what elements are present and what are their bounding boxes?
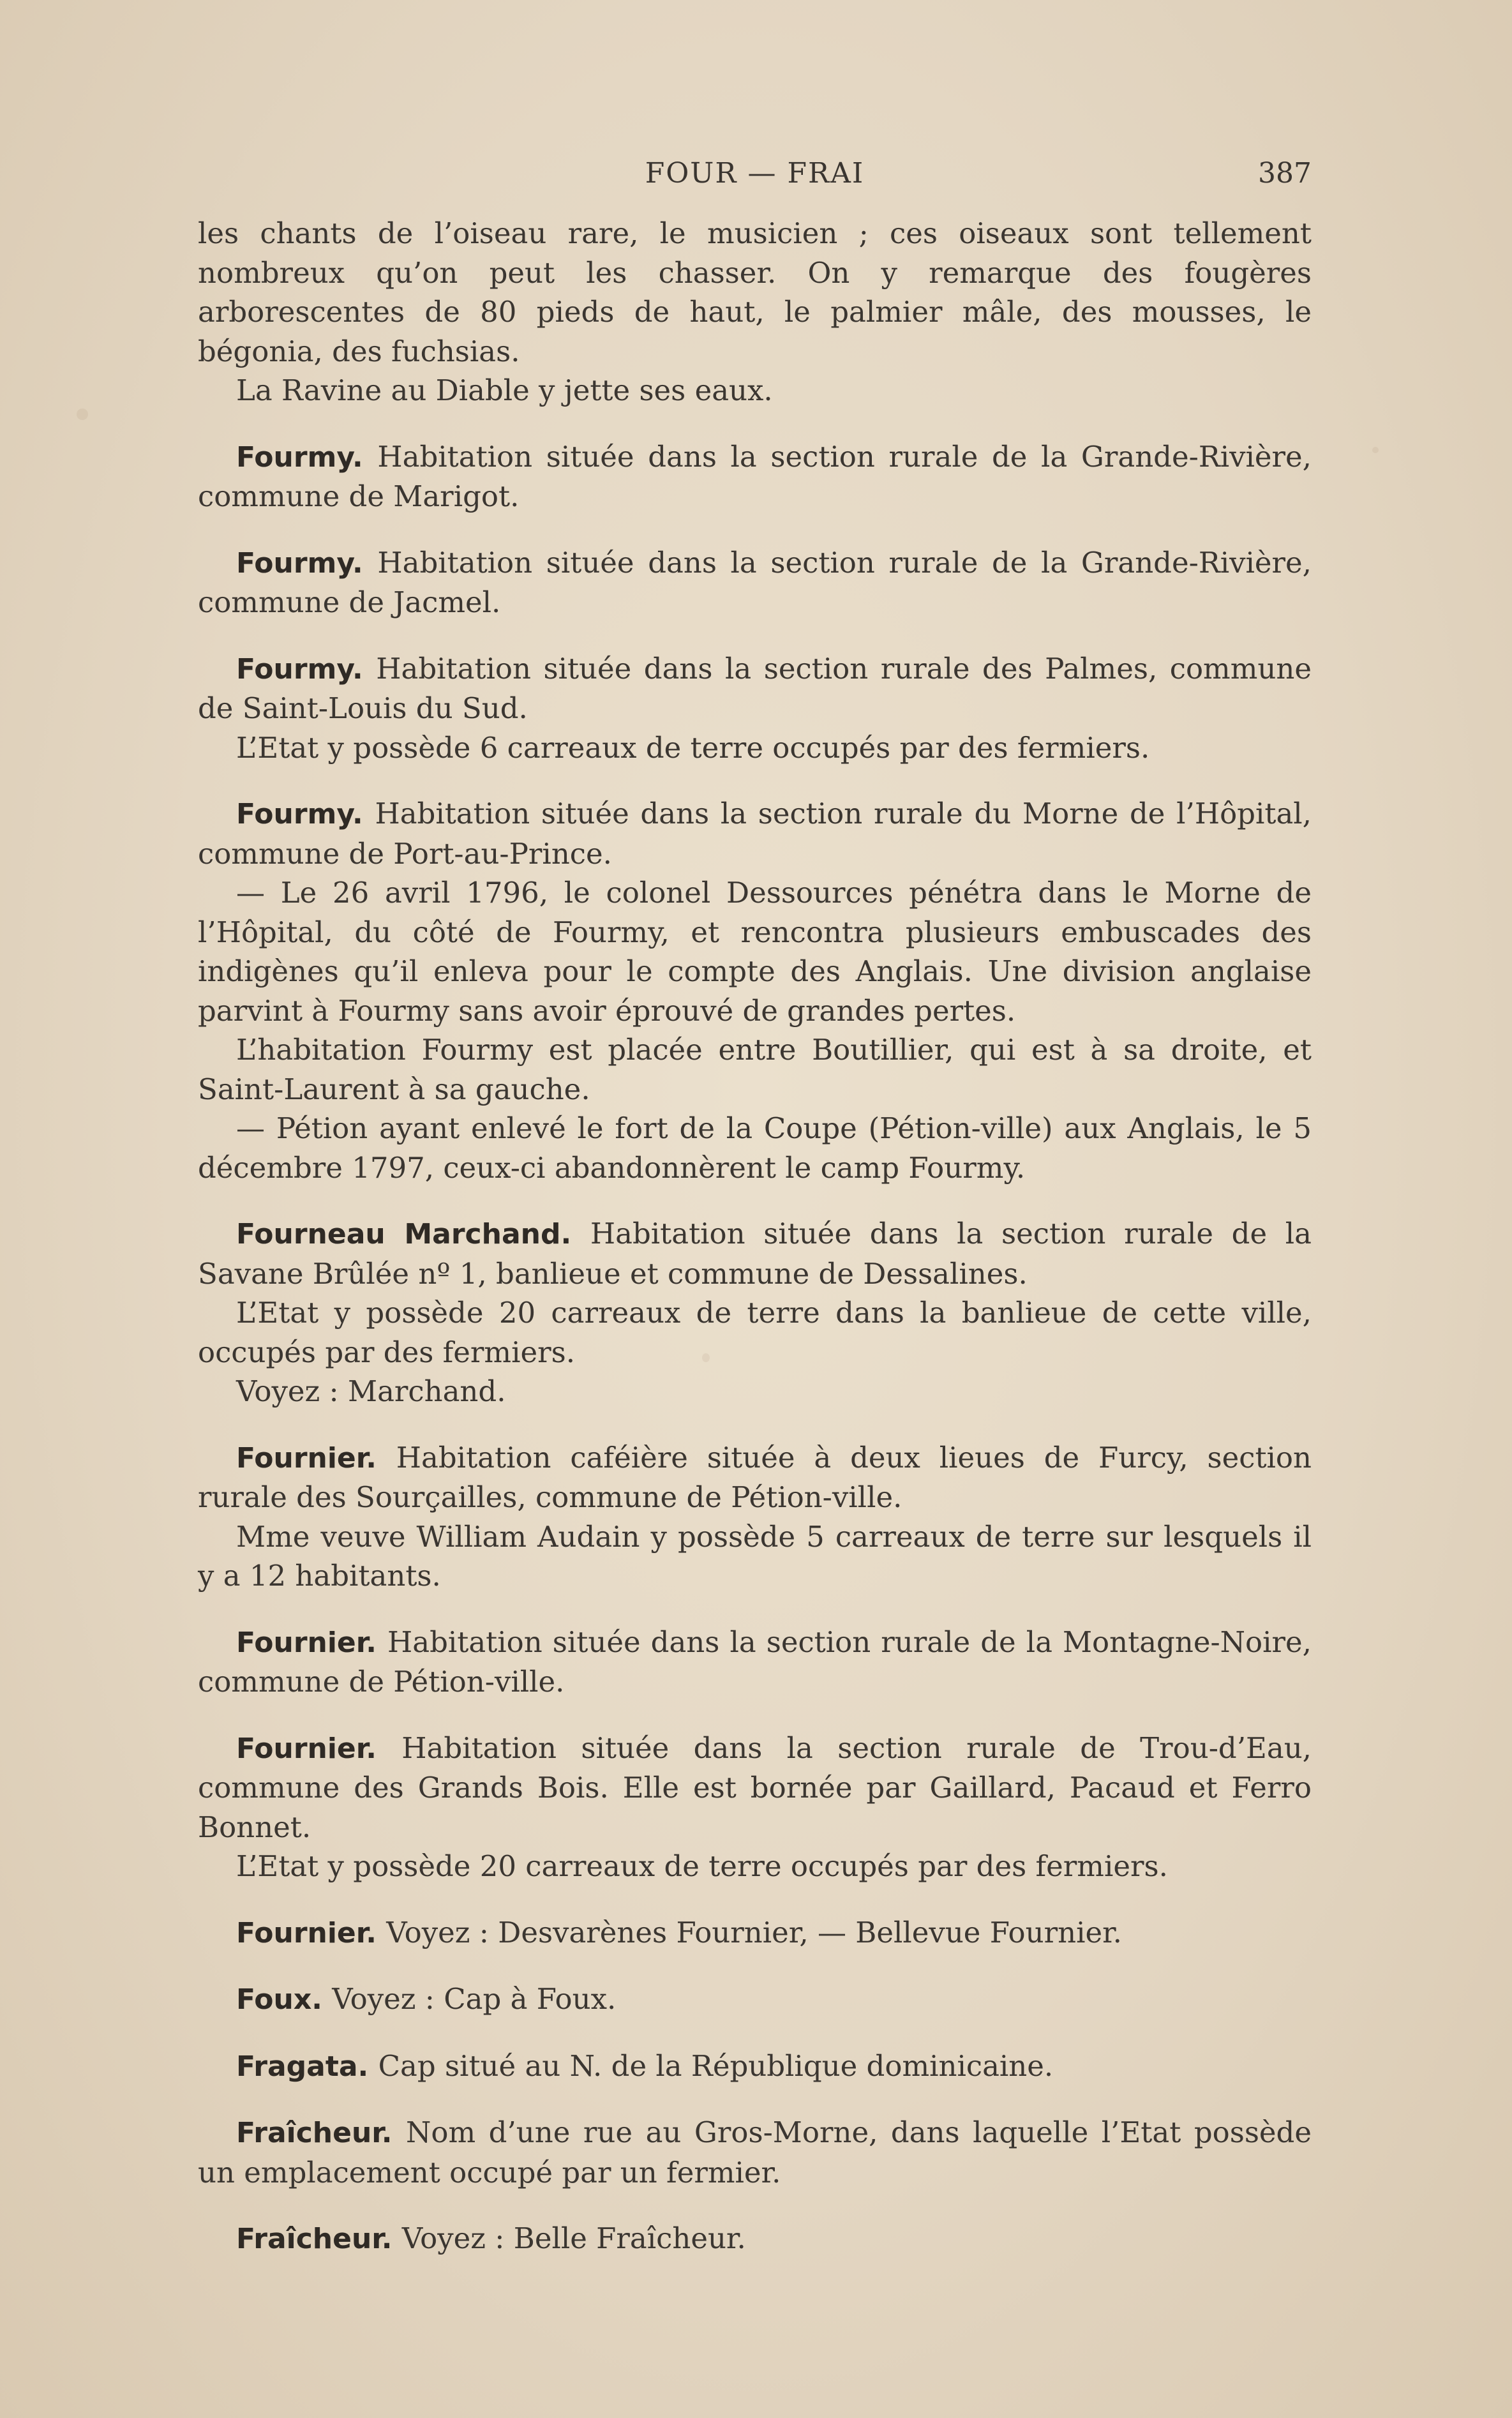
- entry-headword: Fournier: [236, 1732, 366, 1765]
- dictionary-entry: Fourmy. Habitation située dans la section rurale de la Grande-Rivière, commune de Jacmel.: [198, 545, 1312, 619]
- dictionary-entry: Fourmy. Habitation située dans la section rurale du Morne de l’Hôpital, commune de Port-au-Prince. — Le 26 avril 1796, le colonel Dessources pénétra dans le Morne de l’Hôpital, du côté de Fourmy, et rencontra plusieurs embuscades des indigènes qu’il enleva pour le compte des Anglais. Une division anglaise parvint à Fourmy sans avoir éprouvé de grandes pertes. L’habitation Fourmy est placée entre Boutillier, qui est à sa droite, et Saint-Laurent à sa gauche. — Pétion ayant enlevé le fort de la Coupe (Pétion-ville) aux Anglais, le 5 décembre 1797, ceux-ci abandonnèrent le camp Fourmy.: [198, 794, 1312, 1187]
- entry-headword: Fourmy: [236, 546, 353, 580]
- entry-text: Voyez : Desvarènes Fournier, — Bellevue Fournier.: [386, 1915, 1122, 1949]
- entry-text: Habitation située dans la section rurale de la Grande-Rivière, commune de Marigot.: [198, 439, 1312, 513]
- dictionary-entry: Fournier. Habitation située dans la section rurale de la Montagne-Noire, commune de Pétion-ville.: [198, 1625, 1312, 1699]
- entry-headword: Fournier: [236, 1626, 366, 1659]
- entry-headword: Foux: [236, 1983, 312, 2016]
- running-title: FOUR — FRAI: [645, 157, 865, 190]
- entry-headword: Fourmy: [236, 440, 353, 474]
- entry-headword: Fournier: [236, 1916, 366, 1949]
- entry-headword: Fraîcheur: [236, 2223, 382, 2255]
- dictionary-entry: Foux. Voyez : Cap à Foux.: [236, 1982, 617, 2016]
- entry-headword: Fourmy: [236, 652, 353, 686]
- continuation-block: [198, 214, 1312, 410]
- paragraph: les chants de l’oiseau rare, le musicien ; ces oiseaux sont tellement nombreux qu’on peut les chasser. On y remarque des fougères arborescentes de 80 pieds de haut, le palmier mâle, des mousses, le bégonia, des fuchsias.: [198, 216, 1312, 368]
- body-text: [198, 214, 1312, 2259]
- paragraph: Voyez : Marchand.: [236, 1374, 506, 1408]
- entry-text: Nom d’une rue au Gros-Morne, dans laquelle l’Etat possède un emplacement occupé par un fermier.: [198, 2115, 1312, 2189]
- entry-text: Habitation située dans la section rurale de la Grande-Rivière, commune de Jacmel.: [198, 545, 1312, 619]
- entry-text: Habitation caféière située à deux lieues de Furcy, section rurale des Sourçailles, commune de Pétion-ville.: [198, 1440, 1312, 1514]
- entry-text: Voyez : Belle Fraîcheur.: [401, 2221, 746, 2255]
- dictionary-entry: Fournier. Habitation caféière située à deux lieues de Furcy, section rurale des Sourçailles, commune de Pétion-ville. Mme veuve William Audain y possède 5 carreaux de terre sur lesquels il y a 12 habitants.: [198, 1438, 1312, 1596]
- paragraph: La Ravine au Diable y jette ses eaux.: [236, 373, 773, 407]
- dictionary-entry: Fraîcheur. Voyez : Belle Fraîcheur.: [236, 2221, 746, 2255]
- paragraph: L’Etat y possède 6 carreaux de terre occupés par des fermiers.: [236, 730, 1150, 765]
- paragraph: — Pétion ayant enlevé le fort de la Coupe (Pétion-ville) aux Anglais, le 5 décembre 1797, ceux-ci abandonnèrent le camp Fourmy.: [198, 1111, 1312, 1185]
- entry-headword: Fragata: [236, 2050, 358, 2083]
- entry-text: Habitation située dans la section rurale de la Savane Brûlée nº 1, banlieue et commune de Dessalines.: [198, 1217, 1312, 1291]
- dictionary-entry: Fournier. Voyez : Desvarènes Fournier, — Bellevue Fournier.: [236, 1915, 1122, 1949]
- paragraph: Mme veuve William Audain y possède 5 carreaux de terre sur lesquels il y a 12 habitants.: [198, 1519, 1312, 1593]
- paper-spot: [1372, 447, 1379, 453]
- paragraph: L’Etat y possède 20 carreaux de terre occupés par des fermiers.: [236, 1849, 1168, 1883]
- entry-text: Cap situé au N. de la République dominicaine.: [378, 2048, 1054, 2083]
- entry-text: Habitation située dans la section rurale de la Montagne-Noire, commune de Pétion-ville.: [198, 1625, 1312, 1699]
- entry-text: Habitation située dans la section rurale du Morne de l’Hôpital, commune de Port-au-Prince.: [198, 797, 1312, 871]
- page-number: 387: [1258, 157, 1312, 190]
- dictionary-entry: Fourneau Marchand. Habitation située dans la section rurale de la Savane Brûlée nº 1, banlieue et commune de Dessalines. L’Etat y possède 20 carreaux de terre dans la banlieue de cette ville, occupés par des fermiers. Voyez : Marchand.: [198, 1214, 1312, 1411]
- entry-text: Habitation située dans la section rurale de Trou-d’Eau, commune des Grands Bois. Elle est bornée par Gaillard, Pacaud et Ferro Bonnet.: [198, 1731, 1312, 1844]
- dictionary-entry: Fournier. Habitation située dans la section rurale de Trou-d’Eau, commune des Grands Bois. Elle est bornée par Gaillard, Pacaud et Ferro Bonnet. L’Etat y possède 20 carreaux de terre occupés par des fermiers.: [198, 1729, 1312, 1886]
- dictionary-entry: Fraîcheur. Nom d’une rue au Gros-Morne, dans laquelle l’Etat possède un emplacement occupé par un fermier.: [198, 2115, 1312, 2189]
- paragraph: — Le 26 avril 1796, le colonel Dessources pénétra dans le Morne de l’Hôpital, du côté de Fourmy, et rencontra plusieurs embuscades des indigènes qu’il enleva pour le compte des Anglais. Une division anglaise parvint à Fourmy sans avoir éprouvé de grandes pertes.: [198, 876, 1312, 1028]
- paragraph: L’Etat y possède 20 carreaux de terre dans la banlieue de cette ville, occupés par des fermiers.: [198, 1296, 1312, 1369]
- paragraph: L’habitation Fourmy est placée entre Boutillier, qui est à sa droite, et Saint-Laurent à sa gauche.: [198, 1033, 1312, 1106]
- entry-headword: Fraîcheur: [236, 2117, 382, 2149]
- entry-text: Habitation située dans la section rurale des Palmes, commune de Saint-Louis du Sud.: [198, 651, 1312, 725]
- entry-headword: Fourmy: [236, 798, 353, 830]
- dictionary-entry: Fragata. Cap situé au N. de la République dominicaine.: [236, 2048, 1054, 2083]
- paper-spot: [77, 409, 88, 420]
- dictionary-entry: Fourmy. Habitation située dans la section rurale des Palmes, commune de Saint-Louis du Sud. L’Etat y possède 6 carreaux de terre occupés par des fermiers.: [198, 649, 1312, 768]
- entry-headword: Fournier: [236, 1441, 366, 1475]
- running-header: [198, 157, 1312, 202]
- entry-text: Voyez : Cap à Foux.: [332, 1982, 617, 2016]
- dictionary-entry: Fourmy. Habitation située dans la section rurale de la Grande-Rivière, commune de Marigot.: [198, 439, 1312, 513]
- entry-headword: Fourneau Marchand: [236, 1218, 561, 1250]
